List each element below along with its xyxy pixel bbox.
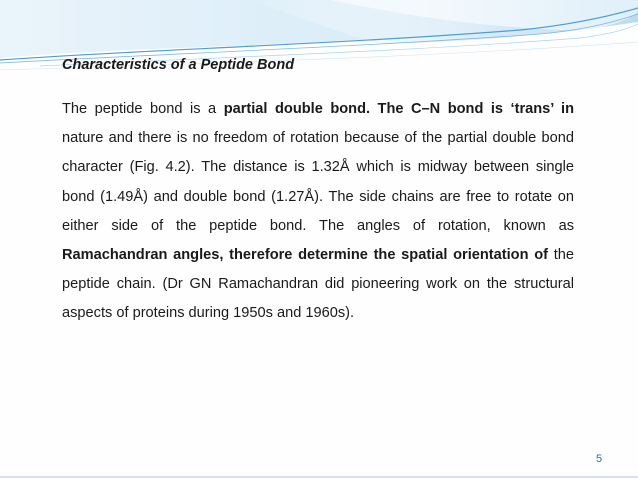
body-text-run: the peptide chain. (Dr GN Ramachandran did pioneering work on the structural aspects of proteins during 1950s and 1960s). [62, 247, 574, 322]
slide-title: Characteristics of a Peptide Bond [62, 57, 295, 73]
body-text-run: nature and there is no freedom of rotation because of the partial double bond character (Fig. 4.2). The distance is 1.32Å which is midway between single bond (1.49Å) and double bond (1.27Å). The side chains are free to rotate on either side of the peptide bond. The angles of rotation, known as [62, 130, 574, 234]
body-bold-run: Ramachandran angles, therefore determine the spatial orientation of [62, 247, 548, 264]
body-text-run: The peptide bond is a [62, 101, 224, 117]
page-number: 5 [596, 453, 603, 465]
slide-body-paragraph [62, 95, 574, 329]
body-bold-run: partial double bond. The C–N bond is ‘trans’ in [223, 101, 575, 117]
